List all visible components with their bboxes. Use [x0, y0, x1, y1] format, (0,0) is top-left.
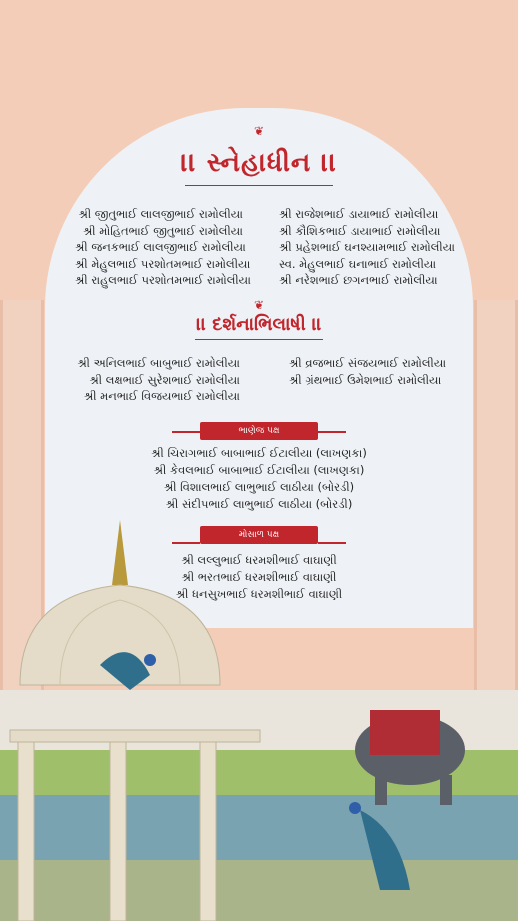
- banner-swirl-left: [172, 431, 200, 433]
- mosal-list: [0, 552, 518, 603]
- snehadhin-left-column: [75, 206, 251, 289]
- darshan-left-column: [70, 355, 240, 405]
- list-item: શ્રી કૌશિકભાઈ ડાયાભાઈ રામોલીયા: [279, 223, 441, 238]
- bhanej-list: [0, 445, 518, 513]
- list-item: શ્રી વ્રજભાઈ સંજયભાઈ રામોલીયા: [289, 356, 447, 370]
- list-item: શ્રી ધનસુખભાઈ ધરમશીભાઈ વાઘાણી: [175, 587, 343, 601]
- title-underline: [185, 185, 333, 186]
- top-ornament-icon: ❦: [253, 124, 265, 138]
- banner-swirl-right: [318, 542, 346, 544]
- list-item: શ્રી કેવલભાઈ બાબાભાઈ ઈટાલીયા (લાખણકા): [153, 463, 365, 477]
- darshan-right-column: [289, 355, 449, 388]
- darshan-underline: [195, 339, 323, 340]
- list-item: શ્રી સંદીપભાઈ લાભુભાઈ લાઠીયા (બોરડી): [165, 497, 353, 511]
- list-item: શ્રી જીતુભાઈ લાલજીભાઈ રામોલીયા: [78, 207, 243, 221]
- list-item: શ્રી ચિરાગભાઈ બાબાભાઈ ઈટાલીયા (લાખણકા): [151, 446, 367, 460]
- list-item: શ્રી જનકભાઈ લાલજીભાઈ રામોલીયા: [75, 240, 246, 254]
- list-item: શ્રી રાજેશભાઈ ડાયાભાઈ રામોલીયા: [279, 207, 439, 221]
- list-item: શ્રી મનભાઈ વિજયભાઈ રામોલીયા: [83, 389, 240, 403]
- banner-swirl-left: [172, 542, 200, 544]
- list-item: સ્વ. મેહુલભાઈ ઘનાભાઈ રામોલીયા: [279, 256, 437, 271]
- list-item: શ્રી લક્ષભાઈ સુરેશભાઈ રામોલીયા: [89, 372, 240, 387]
- bhanej-banner: ભાણેજ પક્ષ: [200, 422, 318, 440]
- snehadhin-right-column: [279, 206, 455, 289]
- banner-swirl-right: [318, 431, 346, 433]
- list-item: શ્રી ગ્રંથભાઈ ઉમેશભાઈ રામોલીયા: [289, 372, 442, 387]
- list-item: શ્રી નરેશભાઈ છગનભાઈ રામોલીયા: [279, 273, 438, 287]
- snehadhin-title: ।। સ્નેહાધીન ।।: [180, 148, 338, 178]
- list-item: શ્રી રાહુલભાઈ પરશોતમભાઈ રામોલીયા: [75, 273, 251, 287]
- mosal-banner: મોસાળ પક્ષ: [200, 526, 318, 544]
- list-item: શ્રી ભરતભાઈ ધરમશીભાઈ વાઘાણી: [181, 570, 337, 584]
- list-item: શ્રી વિશાલભાઈ લાભુભાઈ લાઠીયા (બોરડી): [163, 480, 355, 494]
- darshan-ornament-icon: ❦: [253, 298, 265, 312]
- list-item: શ્રી મોહિતભાઈ જીતુભાઈ રામોલીયા: [82, 223, 243, 238]
- darshan-title: ।। દર્શનાભિલાષી ।।: [196, 314, 322, 335]
- list-item: શ્રી અનિલભાઈ બાબુભાઈ રામોલીયા: [77, 356, 240, 370]
- list-item: શ્રી લલ્લુભાઈ ધરમશીભાઈ વાઘાણી: [181, 553, 337, 567]
- list-item: શ્રી મેહુલભાઈ પરશોતમભાઈ રામોલીયા: [75, 256, 251, 271]
- list-item: શ્રી પ્રહેશભાઈ ઘનશ્યામભાઈ રામોલીયા: [279, 240, 455, 254]
